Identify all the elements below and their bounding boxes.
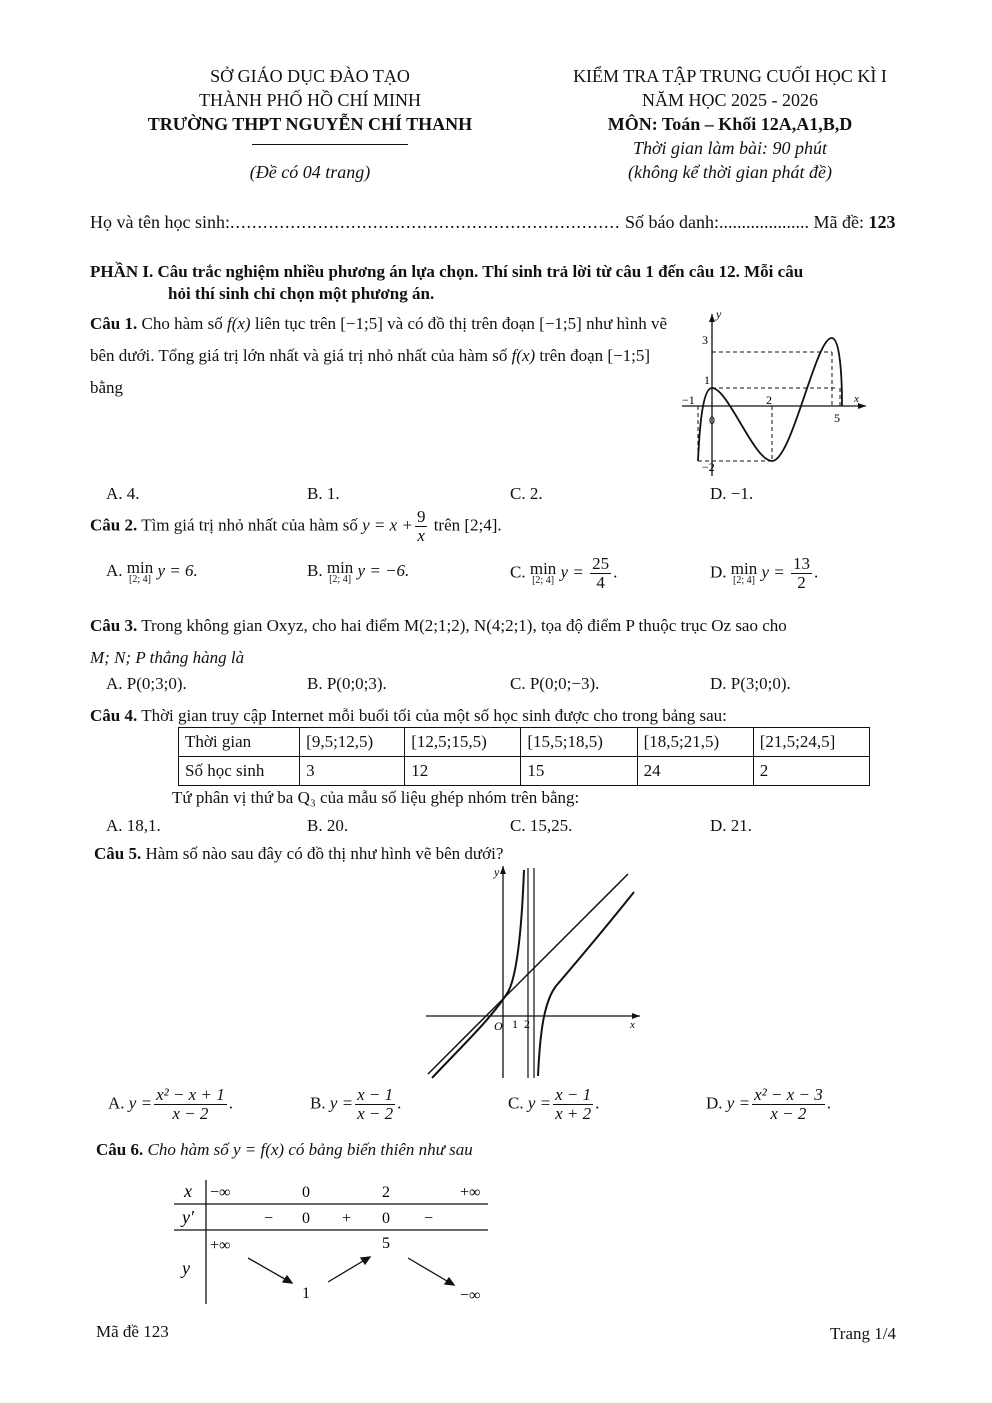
q4-table <box>178 727 870 786</box>
q4-text-2: Tứ phân vị thứ ba Q₃ của mẫu số liệu ghép nhóm trên bằng: <box>172 788 580 807</box>
q2-option-b[interactable]: B. min [2; 4] y = −6. <box>307 558 410 586</box>
bbt-y-label: y <box>182 1258 190 1278</box>
question-5 <box>94 844 503 864</box>
bbt-x-label: x <box>184 1181 192 1201</box>
q1-fx: f(x) <box>226 314 251 333</box>
q1-interval-3: [−1;5] <box>607 346 651 365</box>
q1-y-arrow <box>709 314 715 322</box>
sbd-label: Số báo danh: <box>624 212 719 232</box>
q5-tick-2: 2 <box>524 1017 530 1031</box>
page-count: (Đề có 04 trang) <box>249 162 371 182</box>
q2-fraction: $\frac{9}{x}$ <box>416 507 426 545</box>
table-cell: 2 <box>753 757 869 786</box>
exam-title: KIỂM TRA TẬP TRUNG CUỐI HỌC KÌ I <box>573 66 887 86</box>
q4-label: Câu 4. <box>90 706 138 725</box>
footer-page: Trang 1/4 <box>830 1324 896 1343</box>
student-info: Họ và tên học sinh:....................................................................... Số báo danh:.................... Mã đề: 123 <box>90 212 896 232</box>
bbt-x-val: +∞ <box>460 1184 481 1201</box>
q1-tick-x-2: 2 <box>766 393 772 407</box>
q1-tick-x-neg1: −1 <box>682 393 695 407</box>
q1-label: Câu 1. <box>90 314 138 333</box>
q4-option-c[interactable]: C. 15,25. <box>510 816 573 835</box>
q1-option-b[interactable]: B. 1. <box>307 484 340 503</box>
bbt-x-val: 0 <box>302 1184 310 1201</box>
footer-code: Mã đề 123 <box>96 1322 169 1341</box>
school-name: TRƯỜNG THPT NGUYỄN CHÍ THANH <box>147 114 473 134</box>
bbt-yprime-label: y′ <box>182 1207 194 1227</box>
q1-interval-2: [−1;5] <box>539 314 582 333</box>
q1-text-3: và có đồ thị trên đoạn <box>387 314 535 333</box>
q2-option-c[interactable]: C. min [2; 4] y = $\frac{25}{4}$ . <box>510 554 618 592</box>
table-row <box>179 728 870 757</box>
q5-label: Câu 5. <box>94 844 142 863</box>
q1-text-1: Cho hàm số <box>141 314 223 333</box>
q1-option-c[interactable]: C. 2. <box>510 484 543 503</box>
q5-y-label: y <box>494 865 500 879</box>
q1-option-d[interactable]: D. −1. <box>710 484 754 503</box>
q2-option-a[interactable]: A. min [2; 4] y = 6. <box>106 558 198 586</box>
q6-label: Câu 6. <box>96 1140 144 1159</box>
question-4 <box>90 706 727 726</box>
q3-option-d[interactable]: D. P(3;0;0). <box>710 674 791 693</box>
q3-text: Trong không gian Oxyz, cho hai điểm M(2;1;2), N(4;2;1), tọa độ điểm P thuộc trục Oz sao cho <box>141 616 787 635</box>
q3-label: Câu 3. <box>90 616 138 635</box>
q6-text: Cho hàm số y = f(x) có bảng biến thiên như sau <box>147 1140 473 1159</box>
bbt-sign: − <box>424 1210 434 1227</box>
code-label: Mã đề: <box>813 212 864 232</box>
q5-option-d[interactable]: D. y = $\frac{\text{x² − x − 3}}{x - 2}$ . <box>706 1085 831 1123</box>
school-year: NĂM HỌC 2025 - 2026 <box>641 90 818 110</box>
q1-interval-1: [−1;5] <box>340 314 383 333</box>
q5-left-branch <box>432 870 524 1078</box>
q5-x-label: x <box>630 1019 635 1031</box>
q1-tick-y-1: 1 <box>704 373 710 387</box>
q1-text-4: như hình vẽ bên dưới. Tổng giá trị lớn nhất và giá trị nhỏ nhất của hàm số <box>90 314 668 365</box>
exam-code: 123 <box>868 212 896 232</box>
table-cell: 12 <box>405 757 521 786</box>
q6-variation-table <box>170 1176 500 1306</box>
bbt-y-val: 5 <box>382 1235 390 1252</box>
q1-tick-y-neg2: −2 <box>702 460 715 474</box>
q5-tick-1: 1 <box>512 1017 518 1031</box>
header-left <box>110 64 510 136</box>
q3-option-a[interactable]: A. P(0;3;0). <box>106 674 187 693</box>
name-label: Họ và tên học sinh: <box>90 212 230 232</box>
table-cell: [15,5;18,5) <box>521 728 637 757</box>
q1-tick-x-5: 5 <box>834 411 840 425</box>
q3-text-2: M; N; P thẳng hàng là <box>90 648 245 667</box>
q5-option-c[interactable]: C. y = $\frac{x - 1}{x + 2}$ . <box>508 1085 600 1123</box>
subject: MÔN: Toán – Khối 12A,A1,B,D <box>607 114 853 134</box>
bbt-sign: − <box>264 1210 274 1227</box>
bbt-sign: + <box>342 1210 352 1227</box>
table-cell: [12,5;15,5) <box>405 728 521 757</box>
part1-title-line1: PHẦN I. Câu trắc nghiệm nhiều phương án lựa chọn. Thí sinh trả lời từ câu 1 đến câu 12. Mỗi câu <box>90 262 804 281</box>
q1-y-label: y <box>716 307 722 321</box>
part1-title <box>90 261 920 305</box>
q4-option-d[interactable]: D. 21. <box>710 816 753 835</box>
q3-option-b[interactable]: B. P(0;0;3). <box>307 674 387 693</box>
question-2 <box>90 508 502 545</box>
q4-option-a[interactable]: A. 18,1. <box>106 816 161 835</box>
table-row <box>179 757 870 786</box>
q1-text-2: liên tục trên <box>254 314 337 333</box>
q2-option-d[interactable]: D. min [2; 4] y = $\frac{13}{2}$ . <box>710 554 819 592</box>
q5-y-arrow <box>500 866 506 874</box>
bbt-x-val: 2 <box>382 1184 390 1201</box>
q1-option-a[interactable]: A. 4. <box>106 484 140 503</box>
dept-name: SỞ GIÁO DỤC ĐÀO TẠO <box>210 66 410 86</box>
q2-text: Tìm giá trị nhỏ nhất của hàm số <box>141 515 358 535</box>
question-1 <box>90 308 670 404</box>
question-3 <box>90 610 910 674</box>
q1-x-label: x <box>854 393 859 405</box>
bbt-x-val: −∞ <box>210 1184 231 1201</box>
q1-text-6: bằng <box>90 378 124 397</box>
bbt-y-val: 1 <box>302 1285 310 1302</box>
table-cell: [21,5;24,5] <box>753 728 869 757</box>
q1-graph <box>676 306 876 482</box>
q5-origin: O <box>494 1019 503 1033</box>
city-name: THÀNH PHỐ HỒ CHÍ MINH <box>199 90 421 110</box>
table-cell: 3 <box>300 757 405 786</box>
table-cell: [18,5;21,5) <box>637 728 753 757</box>
q5-graph <box>420 862 650 1082</box>
q1-fx-2: f(x) <box>511 346 536 365</box>
q5-text: Hàm số nào sau đây có đồ thị như hình vẽ bên dưới? <box>145 844 504 863</box>
header-divider <box>252 144 408 145</box>
table-cell: 15 <box>521 757 637 786</box>
q1-x-arrow <box>858 403 866 409</box>
bbt-sign: 0 <box>302 1210 310 1227</box>
q2-label: Câu 2. <box>90 515 138 535</box>
duration: Thời gian làm bài: 90 phút <box>632 138 828 158</box>
bbt-sign: 0 <box>382 1210 390 1227</box>
table-cell: [9,5;12,5) <box>300 728 405 757</box>
header-right <box>530 64 930 184</box>
duration-note: (không kể thời gian phát đề) <box>627 162 833 182</box>
q3-option-c[interactable]: C. P(0;0;−3). <box>510 674 600 693</box>
q2-func: y = x + <box>362 515 413 535</box>
q1-tick-y-3: 3 <box>702 333 708 347</box>
q4-text: Thời gian truy cập Internet mỗi buổi tối của một số học sinh được cho trong bảng sau: <box>141 706 727 725</box>
bbt-arrows <box>248 1257 454 1285</box>
bbt-y-val: −∞ <box>460 1287 481 1304</box>
q5-option-a[interactable]: A. y = $\frac{\text{x² − x + 1}}{x - 2}$ . <box>108 1085 233 1123</box>
table-cell: Số học sinh <box>179 757 300 786</box>
q2-text-2: trên [2;4]. <box>433 515 502 535</box>
table-cell: 24 <box>637 757 753 786</box>
bbt-y-val: +∞ <box>210 1237 231 1254</box>
q5-option-b[interactable]: B. y = $\frac{x - 1}{x - 2}$ . <box>310 1085 402 1123</box>
q4-option-b[interactable]: B. 20. <box>307 816 349 835</box>
table-cell: Thời gian <box>179 728 300 757</box>
part1-title-line2: hỏi thí sinh chỉ chọn một phương án. <box>168 284 435 303</box>
question-6 <box>96 1140 473 1160</box>
q5-right-branch <box>538 892 634 1076</box>
q1-origin: 0 <box>709 413 715 427</box>
q1-text-5: trên đoạn <box>539 346 604 365</box>
